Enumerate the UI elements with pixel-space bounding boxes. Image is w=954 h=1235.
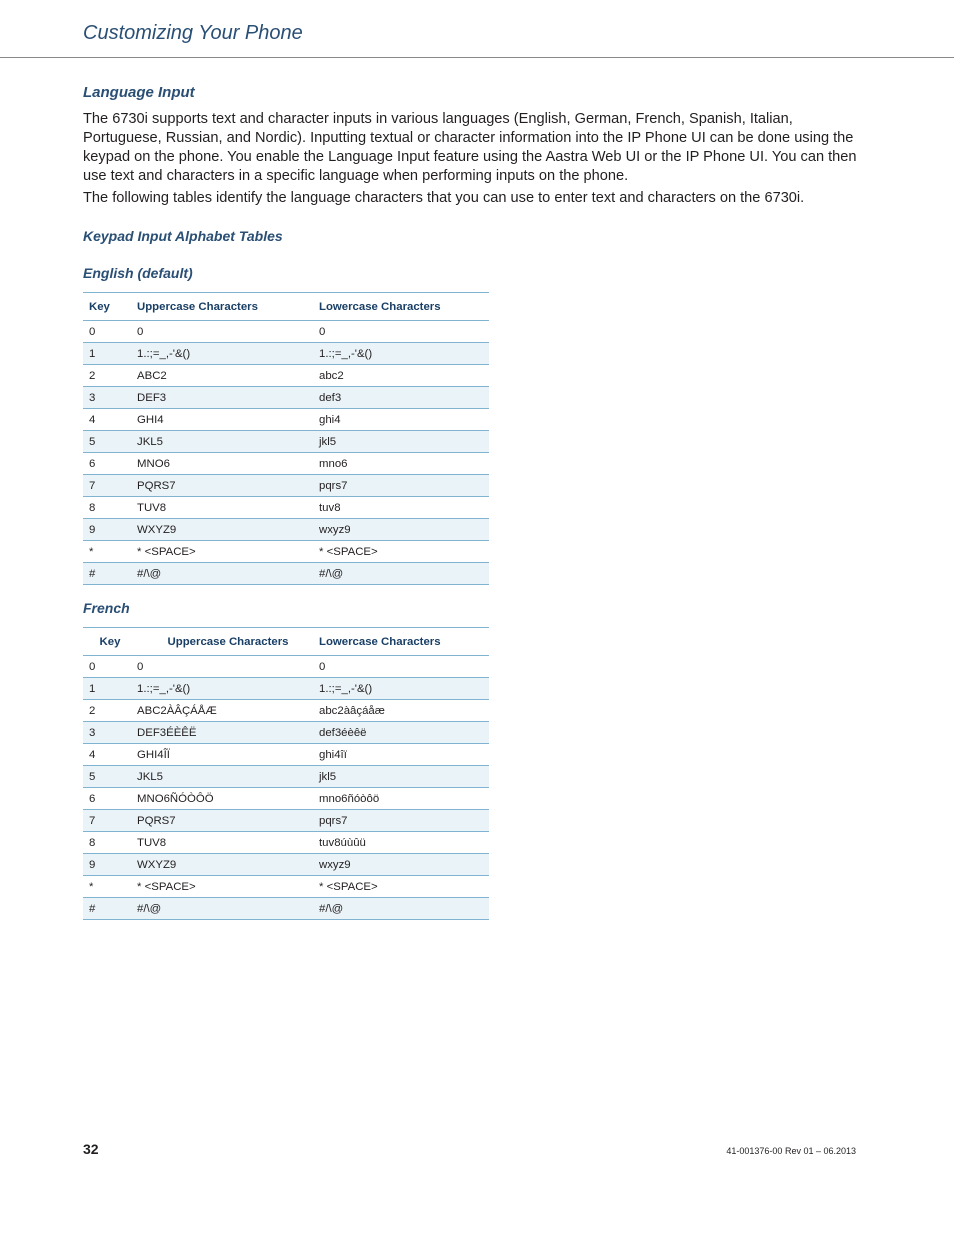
running-header-title: Customizing Your Phone — [83, 22, 303, 44]
table-row — [83, 343, 489, 365]
key-cell: * — [83, 876, 137, 898]
lowercase-cell: wxyz9 — [319, 519, 489, 541]
uppercase-cell: MNO6 — [137, 453, 319, 475]
uppercase-cell: #/\@ — [137, 563, 319, 585]
column-header-lowercase: Lowercase Characters — [319, 293, 489, 321]
tables-intro-paragraph: The following tables identify the language characters that you can use to enter text and characters on the 6730i. — [83, 190, 805, 206]
column-header-uppercase: Uppercase Characters — [137, 628, 319, 656]
column-header-key: Key — [83, 628, 137, 656]
key-cell: 6 — [83, 788, 137, 810]
english-table-title: English (default) — [83, 265, 193, 281]
page-number: 32 — [83, 1141, 99, 1157]
key-cell: 3 — [83, 722, 137, 744]
key-cell: 8 — [83, 497, 137, 519]
uppercase-cell: 1.:;=_,-'&() — [137, 343, 319, 365]
french-table-title: French — [83, 600, 130, 616]
uppercase-cell: JKL5 — [137, 766, 319, 788]
table-row — [83, 365, 489, 387]
table-row — [83, 898, 489, 920]
uppercase-cell: JKL5 — [137, 431, 319, 453]
uppercase-cell: ABC2 — [137, 365, 319, 387]
table-row — [83, 722, 489, 744]
lowercase-cell: def3éèêë — [319, 722, 489, 744]
key-cell: 7 — [83, 810, 137, 832]
uppercase-cell: WXYZ9 — [137, 519, 319, 541]
table-row — [83, 788, 489, 810]
lowercase-cell: mno6 — [319, 453, 489, 475]
key-cell: 5 — [83, 431, 137, 453]
key-cell: 4 — [83, 744, 137, 766]
key-cell: 6 — [83, 453, 137, 475]
table-row — [83, 810, 489, 832]
lowercase-cell: ghi4 — [319, 409, 489, 431]
key-cell: 0 — [83, 321, 137, 343]
uppercase-cell: #/\@ — [137, 898, 319, 920]
table-row — [83, 832, 489, 854]
table-row — [83, 876, 489, 898]
lowercase-cell: pqrs7 — [319, 810, 489, 832]
lowercase-cell: pqrs7 — [319, 475, 489, 497]
table-row — [83, 497, 489, 519]
uppercase-cell: WXYZ9 — [137, 854, 319, 876]
key-cell: 8 — [83, 832, 137, 854]
table-row — [83, 321, 489, 343]
key-cell: 1 — [83, 343, 137, 365]
uppercase-cell: 1.:;=_,-'&() — [137, 678, 319, 700]
uppercase-cell: MNO6ÑÓÒÔÖ — [137, 788, 319, 810]
lowercase-cell: abc2 — [319, 365, 489, 387]
lowercase-cell: 0 — [319, 656, 489, 678]
key-cell: 4 — [83, 409, 137, 431]
key-cell: # — [83, 563, 137, 585]
key-cell: 9 — [83, 519, 137, 541]
table-row — [83, 431, 489, 453]
intro-paragraph: The 6730i supports text and character inputs in various languages (English, German, French, Spanish, Italian, Portuguese, Russian, and Nordic). Inputting textual or character information into the IP Phone UI can be done using the keypad on the phone. You enable the Language Input feature using the Aastra Web UI or the IP Phone UI. You can then use text and characters in a specific language when performing inputs on the phone. — [83, 111, 857, 184]
document-id: 41-001376-00 Rev 01 – 06.2013 — [726, 1146, 856, 1156]
uppercase-cell: PQRS7 — [137, 810, 319, 832]
uppercase-cell: DEF3ÉÈÊË — [137, 722, 319, 744]
lowercase-cell: * <SPACE> — [319, 541, 489, 563]
lowercase-cell: abc2àâçáåæ — [319, 700, 489, 722]
uppercase-cell: DEF3 — [137, 387, 319, 409]
lowercase-cell: 0 — [319, 321, 489, 343]
table-row — [83, 387, 489, 409]
uppercase-cell: GHI4 — [137, 409, 319, 431]
column-header-uppercase: Uppercase Characters — [137, 293, 319, 321]
table-row — [83, 519, 489, 541]
uppercase-cell: TUV8 — [137, 832, 319, 854]
key-cell: * — [83, 541, 137, 563]
key-cell: 7 — [83, 475, 137, 497]
lowercase-cell: tuv8úùûü — [319, 832, 489, 854]
uppercase-cell: PQRS7 — [137, 475, 319, 497]
table-row — [83, 854, 489, 876]
uppercase-cell: GHI4ÎÏ — [137, 744, 319, 766]
lowercase-cell: mno6ñóòôö — [319, 788, 489, 810]
table-row — [83, 678, 489, 700]
lowercase-cell: #/\@ — [319, 563, 489, 585]
header-rule — [0, 57, 954, 58]
lowercase-cell: jkl5 — [319, 766, 489, 788]
lowercase-cell: #/\@ — [319, 898, 489, 920]
lowercase-cell: 1.:;=_,-'&() — [319, 678, 489, 700]
lowercase-cell: wxyz9 — [319, 854, 489, 876]
uppercase-cell: * <SPACE> — [137, 876, 319, 898]
lowercase-cell: ghi4îï — [319, 744, 489, 766]
table-row — [83, 766, 489, 788]
uppercase-cell: 0 — [137, 321, 319, 343]
table-row — [83, 656, 489, 678]
french-character-table — [83, 627, 489, 920]
uppercase-cell: 0 — [137, 656, 319, 678]
column-header-key: Key — [83, 293, 137, 321]
column-header-lowercase: Lowercase Characters — [319, 628, 489, 656]
table-row — [83, 475, 489, 497]
table-row — [83, 541, 489, 563]
lowercase-cell: def3 — [319, 387, 489, 409]
lowercase-cell: tuv8 — [319, 497, 489, 519]
key-cell: # — [83, 898, 137, 920]
key-cell: 2 — [83, 700, 137, 722]
english-character-table — [83, 292, 489, 585]
key-cell: 3 — [83, 387, 137, 409]
table-row — [83, 453, 489, 475]
key-cell: 9 — [83, 854, 137, 876]
uppercase-cell: ABC2ÀÂÇÁÅÆ — [137, 700, 319, 722]
section-title: Language Input — [83, 84, 195, 101]
key-cell: 5 — [83, 766, 137, 788]
subsection-title: Keypad Input Alphabet Tables — [83, 228, 283, 244]
uppercase-cell: * <SPACE> — [137, 541, 319, 563]
table-row — [83, 409, 489, 431]
lowercase-cell: jkl5 — [319, 431, 489, 453]
table-row — [83, 744, 489, 766]
lowercase-cell: * <SPACE> — [319, 876, 489, 898]
lowercase-cell: 1.:;=_,-'&() — [319, 343, 489, 365]
key-cell: 2 — [83, 365, 137, 387]
table-row — [83, 700, 489, 722]
key-cell: 0 — [83, 656, 137, 678]
table-row — [83, 563, 489, 585]
uppercase-cell: TUV8 — [137, 497, 319, 519]
key-cell: 1 — [83, 678, 137, 700]
